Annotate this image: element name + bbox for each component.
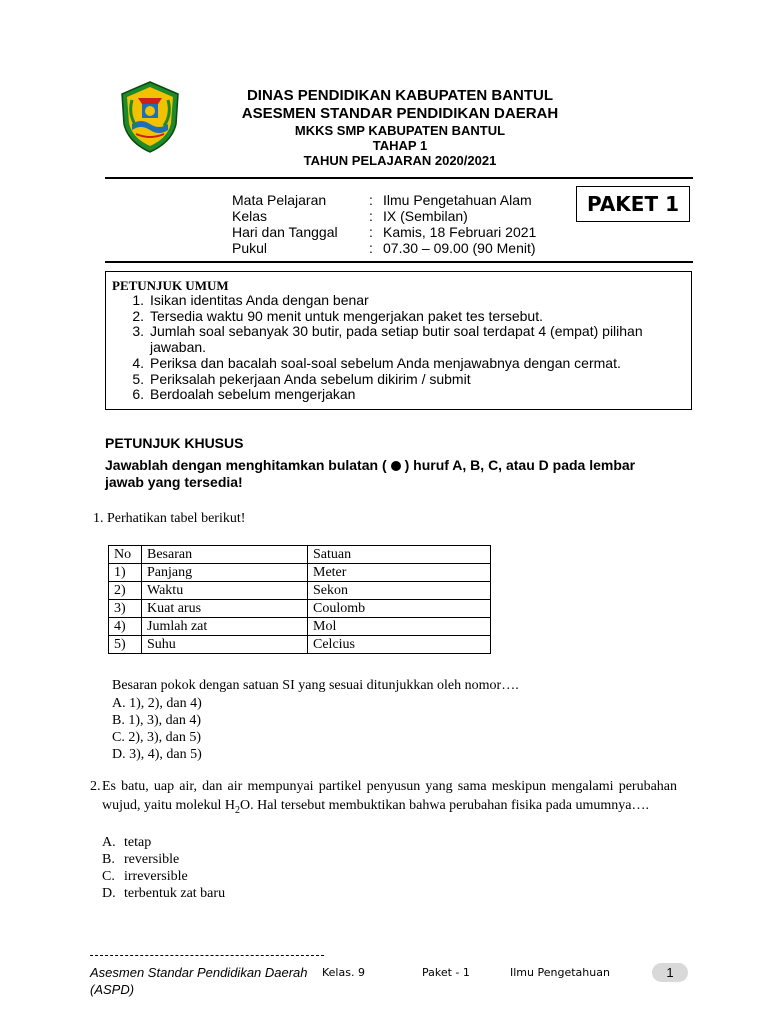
list-item [116,356,676,372]
info-label: Pukul [232,240,268,256]
table-header: Besaran [142,546,308,564]
header-line-5: TAHUN PELAJARAN 2020/2021 [303,153,497,168]
petunjuk-khusus-text [105,457,678,491]
table-cell: Kuat arus [142,600,308,618]
footer-mapel: Ilmu Pengetahuan [510,966,610,979]
table-row [109,600,491,618]
header-line-1: DINAS PENDIDIKAN KABUPATEN BANTUL [246,87,554,104]
answer-option [102,868,225,885]
answer-option: B. 1), 3), dan 4) [112,713,202,728]
filled-circle-icon [391,461,401,471]
table-cell: 3) [109,600,142,618]
paket-badge: PAKET 1 [576,186,690,222]
header-line-4: TAHAP 1 [372,138,428,153]
question-2-text-a: Es batu, uap air, dan air mempunyai partikel penyusun yang sama meskipun mengalami perubahan wujud, yaitu molekul H [102,779,677,813]
table-row [109,618,491,636]
list-number: 2. [132,307,144,324]
footer-title: Asesmen Standar Pendidikan Daerah (ASPD) [90,965,308,997]
info-row [232,192,536,208]
question-number: 2. [90,779,101,794]
table-cell: Jumlah zat [142,618,308,636]
info-separator: : [369,192,373,208]
info-separator: : [369,240,373,256]
subscript: 2 [235,804,240,816]
header-line-3: MKKS SMP KABUPATEN BANTUL [294,123,506,138]
answer-option: D. 3), 4), dan 5) [112,747,202,762]
list-number: 6. [132,386,144,403]
question-2-stem [90,778,677,820]
list-text: Jumlah soal sebanyak 30 butir, pada setiap butir soal terdapat 4 (empat) pilihan jawaban. [150,323,643,356]
list-item [116,324,676,355]
option-text: irreversible [124,869,188,884]
info-separator: : [369,208,373,224]
answer-option [102,834,225,851]
table-cell: 4) [109,618,142,636]
info-divider [105,261,693,263]
petunjuk-umum-list [116,293,676,403]
info-label: Kelas [232,208,268,224]
list-text: Isikan identitas Anda dengan benar [150,292,369,308]
option-letter: B. [102,852,115,867]
option-text: reversible [124,852,180,867]
petunjuk-umum-title: PETUNJUK UMUM [112,278,229,293]
list-item [116,387,676,403]
info-label: Mata Pelajaran [232,192,327,208]
table-header: No [109,546,142,564]
table-cell: 2) [109,582,142,600]
exam-info [232,192,536,256]
table-cell: Waktu [142,582,308,600]
table-cell: Mol [308,618,491,636]
header-divider [105,177,693,179]
list-item [116,309,676,325]
question-1-stem: 1. Perhatikan tabel berikut! [93,511,246,526]
info-value: IX (Sembilan) [383,208,468,224]
info-value: Kamis, 18 Februari 2021 [383,224,537,240]
table-row [109,582,491,600]
answer-option: A. 1), 2), dan 4) [112,696,202,711]
option-letter: A. [102,835,116,850]
info-row [232,224,536,240]
info-separator: : [369,224,373,240]
option-letter: C. [102,869,115,884]
option-letter: D. [102,886,116,901]
table-cell: 1) [109,564,142,582]
list-item [116,372,676,388]
footer-kelas: Kelas. 9 [322,966,365,979]
info-label: Hari dan Tanggal [232,224,338,240]
table-cell: Coulomb [308,600,491,618]
table-cell: Celcius [308,636,491,654]
info-value: Ilmu Pengetahuan Alam [383,192,532,208]
info-row [232,240,536,256]
kabupaten-bantul-logo [118,80,182,154]
list-number: 3. [132,323,144,340]
khusus-text-b: ) huruf A, B, C, atau D pada lembar [404,457,636,473]
table-row [109,636,491,654]
question-1-question: Besaran pokok dengan satuan SI yang sesuai ditunjukkan oleh nomor…. [112,678,519,693]
header-line-2: ASESMEN STANDAR PENDIDIKAN DAERAH [241,105,559,122]
khusus-text-a: Jawablah dengan menghitamkan bulatan ( [105,457,387,473]
list-text: Periksa dan bacalah soal-soal sebelum Anda menjawabnya dengan cermat. [150,354,621,371]
option-text: terbentuk zat baru [124,886,226,901]
table-row [109,564,491,582]
besaran-table [108,545,491,654]
footer-divider [90,955,324,956]
info-row [232,208,536,224]
table-cell: 5) [109,636,142,654]
khusus-text-c: jawab yang tersedia! [105,474,243,490]
option-text: tetap [124,835,152,850]
list-text: Berdoalah sebelum mengerjakan [150,386,356,403]
petunjuk-khusus-title: PETUNJUK KHUSUS [105,435,244,451]
list-text: Periksalah pekerjaan Anda sebelum dikirim / submit [150,370,471,387]
list-number: 5. [132,370,144,387]
page-number: 1 [652,963,688,982]
table-cell: Suhu [142,636,308,654]
question-2-options [102,834,225,902]
info-value: 07.30 – 09.00 (90 Menit) [383,240,536,256]
answer-option [102,885,225,902]
list-text: Tersedia waktu 90 menit untuk mengerjakan paket tes tersebut. [150,307,543,324]
table-header-row [109,546,491,564]
table-cell: Sekon [308,582,491,600]
footer-paket: Paket - 1 [422,966,470,979]
question-2-text-b: O. Hal tersebut membuktikan bahwa perubahan fisika pada umumnya…. [240,797,649,813]
list-number: 1. [132,292,144,308]
answer-option [102,851,225,868]
question-1-options [112,695,202,763]
table-cell: Panjang [142,564,308,582]
list-item [116,293,676,309]
list-number: 4. [132,354,144,371]
table-header: Satuan [308,546,491,564]
answer-option: C. 2), 3), dan 5) [112,730,202,745]
table-cell: Meter [308,564,491,582]
